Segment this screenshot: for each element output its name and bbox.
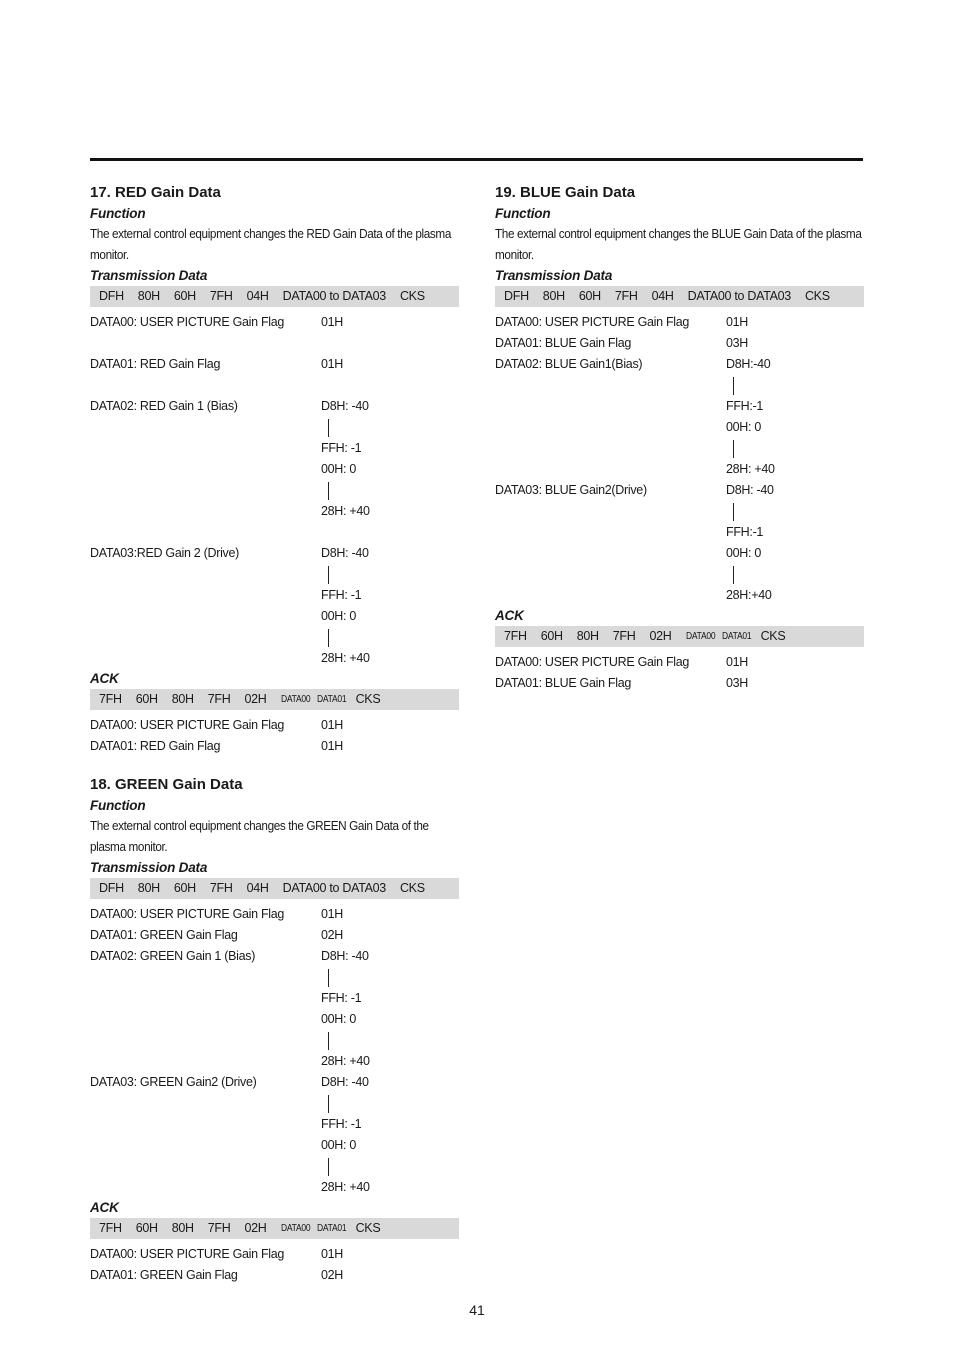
bar-cell: 02H [244,692,267,706]
bar-cell: DATA01 [722,631,752,642]
data-row [90,459,459,480]
ack-rows [90,1244,459,1286]
row-value: 01H [726,655,749,669]
page-number: 41 [469,1302,485,1318]
bar-cell: CKS [399,289,425,303]
range-line [90,1093,459,1114]
row-label: DATA01: GREEN Gain Flag [90,1268,238,1282]
row-value: D8H: -40 [321,399,369,413]
row-label: DATA00: USER PICTURE Gain Flag [90,907,285,921]
row-label: DATA01: RED Gain Flag [90,357,221,371]
row-value: 00H: 0 [321,609,357,623]
transmission-bar [90,878,459,899]
row-label: DATA01: BLUE Gain Flag [495,336,632,350]
row-value: 01H [321,315,344,329]
range-vline [733,377,734,395]
ack-label: ACK [495,608,524,623]
data-row [90,396,459,417]
row-value: FFH: -1 [321,991,362,1005]
data-row [90,1114,459,1135]
row-value: 02H [321,1268,344,1282]
bar-cell: 02H [649,629,672,643]
bar-cell: DFH [504,289,529,303]
row-label: DATA01: BLUE Gain Flag [495,676,632,690]
row-label: DATA00: USER PICTURE Gain Flag [495,655,690,669]
bar-cell: 60H [135,1221,158,1235]
bar-cell: DATA00 to DATA03 [282,289,386,303]
transmission-label: Transmission Data [90,860,208,875]
row-value: 03H [726,676,749,690]
data-row [495,480,864,501]
range-line [90,417,459,438]
bar-cell: CKS [355,1221,381,1235]
data-row [90,1051,459,1072]
transmission-rows [495,312,864,606]
row-value: 01H [321,1247,344,1261]
row-value: 28H: +40 [321,1180,370,1194]
data-row [90,1072,459,1093]
function-label: Function [495,206,551,221]
row-label: DATA03: BLUE Gain2(Drive) [495,483,647,497]
row-label: DATA02: BLUE Gain1(Bias) [495,357,643,371]
range-vline [733,440,734,458]
range-line [90,1030,459,1051]
section-title: 17. RED Gain Data [90,184,221,201]
bar-cell: 60H [173,881,196,895]
function-text: The external control equipment changes the GREEN Gain Data of the plasma monitor. [90,819,429,854]
bar-cell: 60H [173,289,196,303]
data-row [90,1177,459,1198]
row-value: FFH: -1 [321,588,362,602]
bar-cell: 7FH [209,289,233,303]
range-line [90,480,459,501]
range-vline [328,482,329,500]
row-value: 03H [726,336,749,350]
data-row [495,522,864,543]
row-label: DATA03: GREEN Gain2 (Drive) [90,1075,257,1089]
data-row [90,715,459,736]
row-value: FFH: -1 [321,441,362,455]
section-title: 18. GREEN Gain Data [90,776,243,793]
transmission-label: Transmission Data [495,268,613,283]
range-vline [328,969,329,987]
row-value: 01H [321,718,344,732]
bar-cell: 04H [651,289,674,303]
bar-cell: CKS [355,692,381,706]
range-vline [328,419,329,437]
data-row [495,459,864,480]
data-row [90,585,459,606]
range-vline [328,629,329,647]
row-value: 28H:+40 [726,588,772,602]
bar-cell: 04H [246,881,269,895]
row-label: DATA00: USER PICTURE Gain Flag [90,1247,285,1261]
bar-cell: 60H [135,692,158,706]
bar-cell: DATA01 [317,1223,347,1234]
transmission-rows [90,312,459,669]
range-line [495,375,864,396]
ack-label: ACK [90,1200,119,1215]
row-value: FFH:-1 [726,399,764,413]
data-row [90,946,459,967]
row-value: 28H: +40 [321,651,370,665]
row-label: DATA02: RED Gain 1 (Bias) [90,399,238,413]
bar-cell: 7FH [99,1221,122,1235]
ack-bar [495,626,864,647]
row-value: 00H: 0 [321,1012,357,1026]
range-vline [733,566,734,584]
bar-cell: DATA00 [280,1223,310,1234]
row-label: DATA00: USER PICTURE Gain Flag [495,315,690,329]
row-value: 00H: 0 [321,1138,357,1152]
data-row [495,354,864,375]
data-row [90,543,459,564]
range-line [495,438,864,459]
data-row [90,1009,459,1030]
top-rule [90,158,863,161]
ack-rows [495,652,864,694]
row-value: 02H [321,928,344,942]
bar-cell: CKS [760,629,786,643]
range-vline [328,1032,329,1050]
data-row [495,417,864,438]
bar-cell: 80H [171,692,194,706]
range-line [90,1156,459,1177]
bar-cell: 60H [578,289,601,303]
right-column [495,182,864,694]
bar-cell: 7FH [99,692,122,706]
function-label: Function [90,798,146,813]
data-row [90,606,459,627]
data-row [90,904,459,925]
bar-cell: 80H [137,289,160,303]
range-vline [328,1095,329,1113]
range-line [90,967,459,988]
data-row [90,925,459,946]
range-vline [733,503,734,521]
row-value: 01H [321,907,344,921]
bar-cell: 80H [542,289,565,303]
row-label: DATA00: USER PICTURE Gain Flag [90,315,285,329]
function-text: The external control equipment changes the RED Gain Data of the plasma monitor. [90,227,452,262]
bar-cell: 7FH [207,1221,231,1235]
row-value: 00H: 0 [321,462,357,476]
row-label: DATA01: GREEN Gain Flag [90,928,238,942]
row-value: D8H: -40 [321,1075,369,1089]
range-vline [328,566,329,584]
range-vline [328,1158,329,1176]
range-line [90,564,459,585]
range-line [90,627,459,648]
bar-cell: DATA00 [685,631,715,642]
bar-cell: 7FH [504,629,527,643]
bar-cell: 7FH [207,692,231,706]
data-row [495,312,864,333]
row-value: 01H [321,357,344,371]
data-row [90,736,459,757]
bar-cell: CKS [804,289,830,303]
row-value: 00H: 0 [726,420,762,434]
data-row [495,673,864,694]
row-value: 01H [321,739,344,753]
bar-cell: 7FH [614,289,638,303]
bar-cell: 80H [171,1221,194,1235]
row-value: FFH: -1 [321,1117,362,1131]
bar-cell: DATA00 to DATA03 [687,289,791,303]
transmission-rows [90,904,459,1198]
bar-cell: 02H [244,1221,267,1235]
range-line [495,501,864,522]
transmission-label: Transmission Data [90,268,208,283]
transmission-bar [90,286,459,307]
data-row [90,648,459,669]
row-value: D8H: -40 [321,949,369,963]
bar-cell: 80H [137,881,160,895]
data-row [90,438,459,459]
row-label: DATA01: RED Gain Flag [90,739,221,753]
row-value: FFH:-1 [726,525,764,539]
data-row [495,396,864,417]
data-row [495,333,864,354]
data-row [495,543,864,564]
row-value: D8H: -40 [321,546,369,560]
data-row [90,312,459,333]
blue-gain-section [495,182,864,694]
bar-cell: DFH [99,881,124,895]
data-row [90,501,459,522]
row-value: 28H: +40 [321,504,370,518]
data-row [90,354,459,375]
transmission-bar [495,286,864,307]
data-row [90,988,459,1009]
bar-cell: 7FH [612,629,636,643]
row-value: 28H: +40 [726,462,775,476]
function-text: The external control equipment changes the BLUE Gain Data of the plasma monitor. [495,227,862,262]
bar-cell: 04H [246,289,269,303]
bar-cell: DFH [99,289,124,303]
data-row [90,1265,459,1286]
row-label: DATA03:RED Gain 2 (Drive) [90,546,240,560]
left-column [90,182,459,1286]
ack-rows [90,715,459,757]
section-title: 19. BLUE Gain Data [495,184,636,201]
data-row [495,652,864,673]
red-gain-section [90,182,459,757]
bar-cell: 80H [576,629,599,643]
data-row [90,1135,459,1156]
row-label: DATA00: USER PICTURE Gain Flag [90,718,285,732]
bar-cell: 60H [540,629,563,643]
bar-cell: CKS [399,881,425,895]
bar-cell: DATA01 [317,694,347,705]
row-value: D8H: -40 [726,483,774,497]
function-label: Function [90,206,146,221]
ack-label: ACK [90,671,119,686]
bar-cell: DATA00 [280,694,310,705]
data-row [495,585,864,606]
row-value: D8H:-40 [726,357,771,371]
green-gain-section [90,774,459,1286]
ack-bar [90,689,459,710]
bar-cell: 7FH [209,881,233,895]
data-row [90,1244,459,1265]
row-value: 01H [726,315,749,329]
row-value: 00H: 0 [726,546,762,560]
row-value: 28H: +40 [321,1054,370,1068]
range-line [495,564,864,585]
bar-cell: DATA00 to DATA03 [282,881,386,895]
ack-bar [90,1218,459,1239]
row-label: DATA02: GREEN Gain 1 (Bias) [90,949,256,963]
